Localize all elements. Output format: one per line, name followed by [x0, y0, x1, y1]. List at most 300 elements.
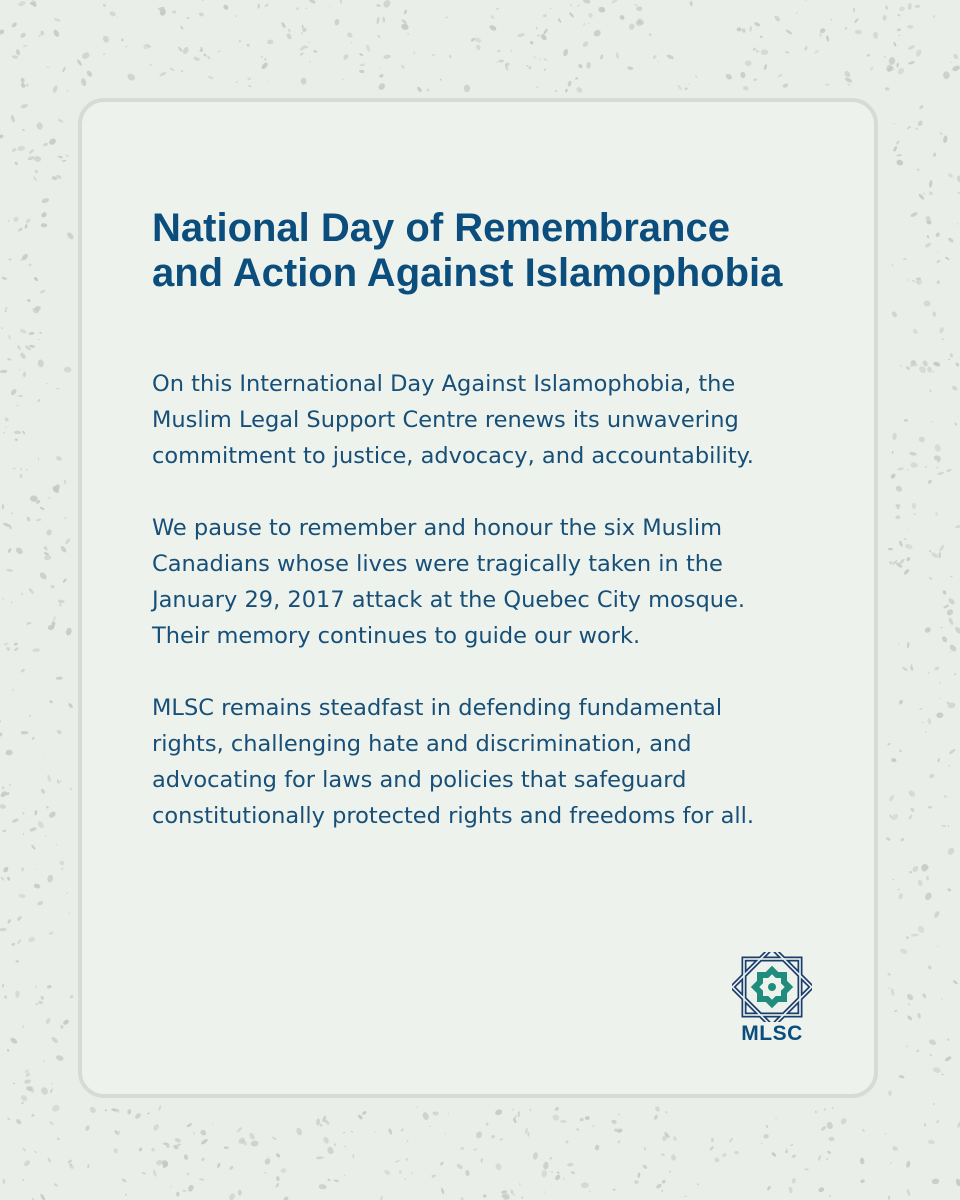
speckle — [366, 44, 371, 52]
speckle — [948, 748, 956, 755]
speckle — [911, 933, 919, 937]
speckle — [619, 14, 626, 21]
speckle — [28, 331, 34, 335]
speckle — [0, 28, 5, 35]
speckle — [23, 833, 24, 835]
speckle — [928, 672, 930, 673]
speckle — [884, 1132, 887, 1135]
speckle — [52, 29, 60, 38]
speckle — [33, 276, 39, 281]
speckle — [945, 256, 950, 260]
speckle — [925, 731, 927, 733]
speckle — [4, 643, 7, 646]
speckle — [917, 925, 926, 934]
speckle — [13, 467, 16, 469]
speckle — [560, 1120, 567, 1123]
speckle — [575, 77, 579, 80]
speckle — [35, 985, 37, 988]
speckle — [206, 55, 211, 60]
speckle — [276, 1176, 280, 1181]
speckle — [67, 702, 73, 709]
speckle — [917, 168, 920, 171]
speckle — [565, 88, 569, 92]
speckle — [907, 469, 909, 471]
speckle — [7, 1117, 11, 1120]
speckle — [411, 1172, 413, 1174]
speckle — [28, 936, 36, 943]
speckle — [6, 569, 14, 572]
speckle — [893, 145, 898, 152]
speckle — [753, 78, 757, 81]
speckle — [0, 732, 3, 737]
speckle — [912, 280, 916, 283]
speckle — [903, 258, 907, 260]
speckle — [288, 28, 291, 32]
speckle — [329, 6, 330, 8]
speckle — [15, 49, 21, 56]
speckle — [954, 422, 957, 426]
speckle — [908, 1003, 910, 1007]
speckle — [885, 5, 888, 10]
speckle — [643, 1146, 646, 1150]
speckle — [892, 433, 897, 441]
speckle — [583, 0, 591, 4]
speckle — [649, 33, 652, 35]
speckle — [819, 33, 822, 37]
speckle — [927, 965, 932, 971]
speckle — [27, 155, 35, 160]
speckle — [31, 736, 35, 740]
speckle — [933, 1103, 935, 1106]
speckle — [884, 55, 887, 57]
speckle — [926, 876, 929, 881]
speckle — [899, 749, 902, 752]
speckle — [448, 54, 452, 59]
speckle — [792, 1154, 797, 1158]
speckle — [66, 90, 68, 92]
speckle — [51, 1083, 53, 1085]
speckle — [891, 311, 898, 319]
speckle — [563, 1178, 566, 1180]
speckle — [905, 366, 910, 371]
speckle — [2, 830, 6, 832]
speckle — [152, 1169, 157, 1177]
speckle — [14, 431, 22, 435]
speckle — [475, 1131, 483, 1140]
speckle — [440, 1187, 445, 1194]
speckle — [1, 276, 7, 280]
speckle — [939, 698, 941, 699]
speckle — [60, 545, 68, 553]
speckle — [565, 1139, 569, 1144]
speckle — [41, 223, 48, 228]
speckle — [936, 1120, 940, 1124]
speckle — [198, 12, 204, 17]
speckle — [33, 883, 41, 889]
speckle — [734, 1150, 739, 1155]
speckle — [947, 237, 954, 244]
speckle — [907, 279, 909, 282]
speckle — [26, 83, 29, 87]
speckle — [617, 1140, 620, 1144]
speckle — [31, 1113, 35, 1117]
speckle — [22, 1179, 24, 1181]
speckle — [954, 626, 960, 635]
speckle — [904, 419, 908, 422]
speckle — [32, 648, 40, 652]
speckle — [896, 28, 901, 32]
speckle — [936, 466, 938, 469]
speckle — [740, 71, 746, 78]
mlsc-logo — [732, 952, 812, 1047]
speckle — [892, 264, 894, 266]
speckle — [777, 73, 783, 78]
speckle — [7, 358, 12, 361]
speckle — [582, 40, 590, 48]
speckle — [818, 1186, 825, 1193]
speckle — [917, 879, 923, 887]
speckle — [579, 1117, 584, 1121]
speckle — [440, 1161, 444, 1166]
speckle — [567, 1163, 574, 1167]
speckle — [888, 57, 895, 65]
speckle — [761, 1143, 763, 1145]
speckle — [46, 806, 49, 809]
speckle — [517, 33, 525, 38]
speckle — [17, 939, 22, 945]
speckle — [23, 45, 28, 47]
speckle — [892, 1145, 899, 1151]
speckle — [170, 67, 175, 71]
speckle — [554, 1106, 560, 1112]
speckle — [28, 263, 32, 267]
speckle — [60, 1025, 64, 1029]
speckle — [937, 471, 945, 475]
speckle — [64, 538, 71, 545]
speckle — [301, 32, 303, 35]
speckle — [465, 1170, 470, 1176]
speckle — [782, 83, 789, 89]
speckle — [6, 646, 11, 651]
speckle — [888, 794, 895, 802]
speckle — [20, 467, 23, 470]
speckle — [785, 51, 789, 54]
speckle — [587, 23, 589, 24]
speckle — [76, 59, 83, 67]
speckle — [634, 1180, 640, 1185]
speckle — [910, 462, 917, 468]
speckle — [642, 1164, 648, 1170]
speckle — [46, 66, 50, 68]
speckle — [40, 31, 44, 36]
speckle — [541, 1170, 548, 1179]
speckle — [8, 335, 11, 340]
speckle — [497, 50, 501, 53]
speckle — [927, 366, 933, 373]
speckle — [888, 548, 893, 550]
speckle — [903, 568, 910, 575]
speckle — [343, 1174, 345, 1176]
speckle — [887, 972, 891, 976]
speckle — [323, 1118, 330, 1125]
speckle — [125, 45, 128, 48]
speckle — [4, 417, 9, 422]
speckle — [927, 235, 930, 239]
speckle — [445, 16, 448, 19]
speckle — [887, 743, 891, 746]
speckle — [5, 426, 7, 428]
speckle — [16, 404, 18, 406]
speckle — [907, 789, 916, 798]
speckle — [826, 1150, 831, 1154]
speckle — [684, 87, 688, 90]
speckle — [432, 54, 436, 56]
speckle — [888, 1090, 892, 1096]
speckle — [103, 53, 105, 55]
speckle — [187, 1172, 190, 1175]
speckle — [529, 40, 534, 45]
speckle — [9, 784, 11, 787]
speckle — [889, 814, 892, 818]
speckle — [53, 616, 56, 621]
speckle — [15, 1118, 23, 1126]
speckle — [941, 1073, 944, 1075]
speckle — [612, 1189, 615, 1191]
speckle — [927, 1139, 935, 1144]
speckle — [383, 1169, 391, 1176]
speckle — [257, 4, 260, 9]
speckle — [180, 25, 184, 30]
speckle — [855, 30, 862, 35]
speckle — [935, 512, 938, 516]
speckle — [134, 1112, 142, 1120]
speckle — [51, 1104, 61, 1113]
speckle — [11, 818, 19, 824]
speckle — [936, 946, 938, 948]
speckle — [48, 497, 50, 498]
speckle — [38, 571, 47, 581]
speckle — [207, 75, 213, 80]
speckle — [745, 60, 752, 66]
speckle — [34, 1150, 37, 1153]
speckle — [159, 71, 167, 77]
speckle — [900, 837, 905, 842]
speckle — [929, 1053, 933, 1056]
speckle — [897, 14, 901, 17]
speckle — [955, 525, 960, 529]
speckle — [286, 33, 293, 40]
speckle — [912, 328, 918, 335]
speckle — [202, 0, 204, 1]
speckle — [228, 1192, 236, 1200]
speckle — [81, 51, 91, 61]
speckle — [316, 1156, 324, 1159]
speckle — [313, 50, 318, 53]
speckle — [199, 1178, 205, 1182]
speckle — [58, 780, 61, 784]
speckle — [62, 66, 67, 73]
speckle — [17, 345, 21, 350]
speckle — [57, 779, 59, 784]
speckle — [628, 23, 635, 31]
speckle — [907, 642, 910, 649]
speckle — [737, 27, 742, 31]
speckle — [44, 754, 45, 756]
speckle — [11, 601, 12, 604]
speckle — [954, 673, 957, 676]
post-title: National Day of Remembrance and Action Against Islamophobia — [152, 206, 783, 295]
speckle — [39, 331, 42, 334]
speckle — [22, 812, 25, 815]
speckle — [66, 892, 68, 894]
speckle — [615, 52, 619, 59]
speckle — [30, 844, 36, 850]
speckle — [933, 152, 937, 157]
speckle — [909, 452, 917, 456]
speckle — [14, 647, 19, 652]
speckle — [589, 1190, 591, 1192]
speckle — [80, 78, 87, 87]
speckle — [388, 1128, 393, 1135]
speckle — [344, 1145, 346, 1147]
speckle — [943, 135, 948, 143]
speckle — [526, 65, 529, 66]
speckle — [764, 64, 768, 70]
speckle — [10, 114, 15, 122]
speckle — [551, 1113, 560, 1121]
speckle — [56, 1137, 60, 1140]
speckle — [907, 528, 908, 530]
speckle — [893, 123, 895, 125]
speckle — [948, 765, 950, 766]
speckle — [890, 1162, 892, 1164]
speckle — [67, 1159, 72, 1164]
speckle — [1, 786, 5, 790]
speckle — [866, 54, 870, 57]
speckle — [669, 1170, 671, 1173]
speckle — [17, 0, 26, 7]
speckle — [400, 64, 405, 69]
speckle — [36, 122, 43, 130]
speckle — [920, 863, 928, 872]
speckle — [295, 1127, 303, 1136]
speckle — [64, 367, 72, 373]
speckle — [19, 352, 27, 360]
speckle — [869, 67, 873, 72]
speckle — [0, 134, 4, 139]
speckle — [26, 469, 29, 472]
speckle — [952, 53, 959, 60]
speckle — [917, 120, 924, 127]
speckle — [126, 72, 136, 81]
speckle — [359, 53, 364, 57]
speckle — [661, 1153, 666, 1157]
speckle — [788, 1186, 793, 1193]
speckle — [28, 714, 31, 717]
speckle — [246, 44, 250, 47]
speckle — [380, 67, 382, 68]
speckle — [906, 556, 911, 561]
speckle — [898, 1075, 904, 1079]
speckle — [888, 987, 889, 989]
speckle — [11, 21, 18, 28]
speckle — [445, 1133, 446, 1135]
speckle — [138, 1147, 142, 1152]
speckle — [913, 513, 916, 515]
speckle — [182, 1190, 186, 1192]
speckle — [68, 912, 70, 914]
speckle — [908, 61, 915, 66]
speckle — [847, 83, 851, 86]
speckle — [533, 56, 537, 59]
speckle — [949, 651, 951, 653]
speckle — [54, 18, 61, 23]
speckle — [16, 915, 22, 921]
speckle — [2, 1179, 5, 1184]
speckle — [562, 48, 568, 56]
speckle — [281, 22, 287, 29]
speckle — [28, 148, 35, 154]
speckle — [892, 879, 895, 880]
speckle — [26, 817, 28, 818]
speckle — [482, 1194, 487, 1199]
speckle — [45, 1017, 52, 1025]
speckle — [576, 1128, 580, 1132]
speckle — [661, 1179, 666, 1184]
speckle — [23, 1159, 31, 1167]
speckle — [55, 843, 57, 846]
speckle — [47, 1157, 51, 1162]
speckle — [15, 990, 20, 998]
speckle — [616, 1128, 623, 1133]
speckle — [37, 399, 40, 403]
speckle — [235, 81, 237, 84]
speckle — [951, 65, 960, 73]
speckle — [583, 23, 585, 26]
speckle — [924, 891, 933, 901]
speckle — [915, 49, 923, 58]
speckle — [636, 7, 642, 12]
speckle — [637, 1172, 641, 1178]
speckle — [5, 307, 8, 310]
speckle — [695, 75, 698, 77]
speckle — [924, 242, 932, 249]
speckle — [0, 369, 7, 373]
speckle — [897, 67, 906, 76]
speckle — [896, 154, 902, 157]
speckle — [898, 889, 900, 891]
speckle — [182, 46, 190, 55]
speckle — [661, 1189, 664, 1192]
speckle — [915, 4, 921, 8]
speckle — [186, 17, 189, 19]
speckle — [907, 25, 913, 29]
speckle — [333, 1179, 339, 1183]
speckle — [2, 866, 9, 873]
speckle — [23, 371, 27, 377]
speckle — [933, 454, 942, 462]
speckle — [176, 1192, 180, 1197]
speckle — [922, 993, 927, 999]
speckle — [942, 590, 947, 595]
speckle — [422, 1111, 430, 1121]
speckle — [655, 1183, 662, 1189]
speckle — [400, 1128, 404, 1132]
speckle — [49, 1121, 54, 1126]
speckle — [69, 787, 72, 790]
speckle — [21, 1102, 24, 1105]
speckle — [840, 1117, 848, 1125]
